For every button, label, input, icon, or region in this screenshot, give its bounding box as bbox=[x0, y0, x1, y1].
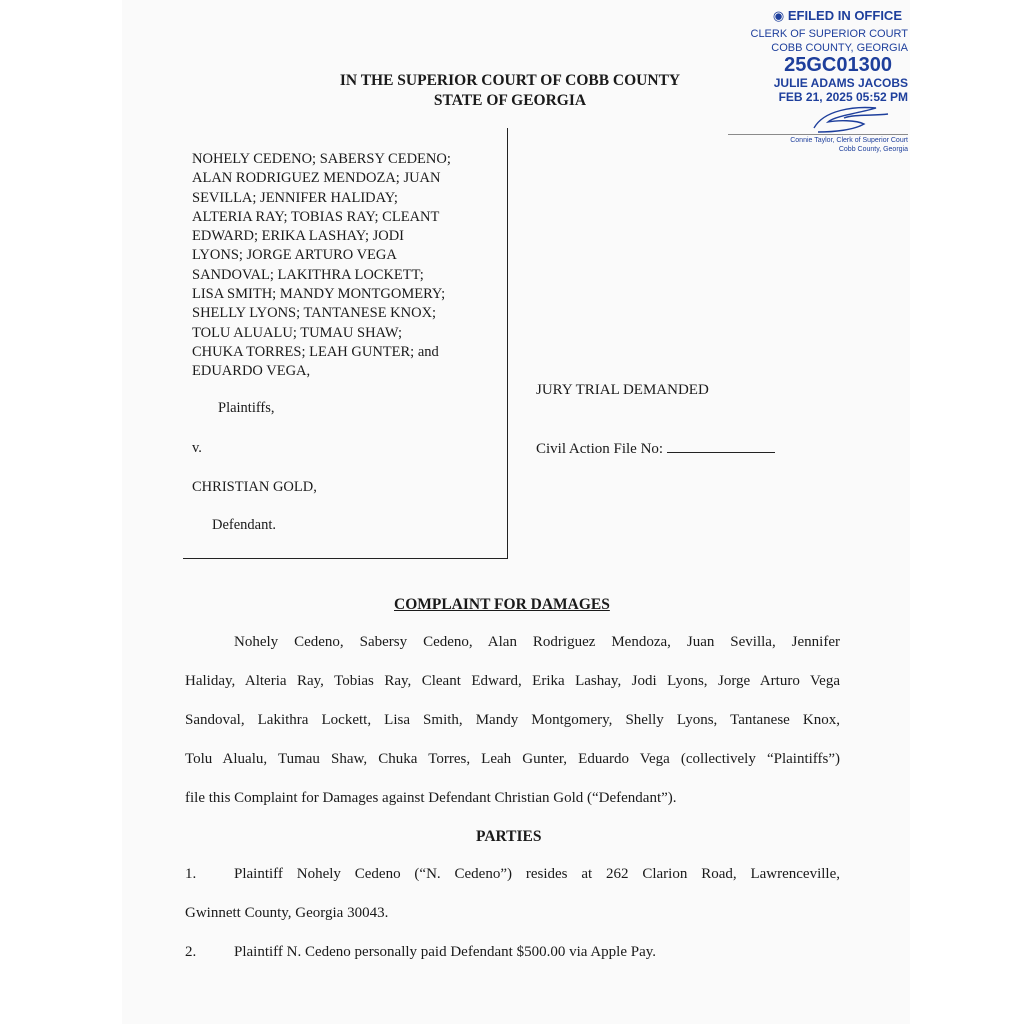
stamp-date: FEB 21, 2025 05:52 PM bbox=[778, 90, 908, 104]
stamp-county: COBB COUNTY, GEORGIA bbox=[771, 42, 908, 54]
civil-action-blank bbox=[667, 440, 775, 453]
stamp-signature-line bbox=[728, 134, 908, 135]
intro-line: file this Complaint for Damages against Defendant Christian Gold (“Defendant”). bbox=[185, 790, 677, 806]
stamp-clerk-office: CLERK OF SUPERIOR COURT bbox=[750, 28, 908, 40]
intro-line: Haliday, Alteria Ray, Tobias Ray, Cleant Edward, Erika Lashay, Jodi Lyons, Jorge Arturo Vega bbox=[185, 673, 840, 689]
plaintiff-line: ALAN RODRIGUEZ MENDOZA; JUAN bbox=[192, 170, 441, 187]
stamp-case-number: 25GC01300 bbox=[784, 54, 892, 76]
stamp-clerk-name: Connie Taylor, Clerk of Superior Court bbox=[790, 137, 908, 144]
defendant-name: CHRISTIAN GOLD, bbox=[192, 479, 317, 495]
plaintiff-line: EDWARD; ERIKA LASHAY; JODI bbox=[192, 228, 405, 245]
stamp-header bbox=[773, 8, 902, 24]
stamp-header-text: EFILED IN OFFICE bbox=[787, 8, 902, 23]
plaintiff-line: EDUARDO VEGA, bbox=[192, 363, 311, 380]
parties-heading: PARTIES bbox=[476, 828, 542, 845]
court-state: STATE OF GEORGIA bbox=[433, 92, 587, 109]
stamp-judge: JULIE ADAMS JACOBS bbox=[773, 76, 908, 90]
intro-line: Tolu Alualu, Tumau Shaw, Chuka Torres, Leah Gunter, Eduardo Vega (collectively “Plaintiffs”) bbox=[185, 751, 840, 767]
plaintiffs-label: Plaintiffs, bbox=[218, 400, 275, 416]
plaintiff-names bbox=[192, 150, 451, 382]
stamp-clerk-county: Cobb County, Georgia bbox=[838, 146, 908, 153]
paragraph-number: 2. bbox=[185, 944, 197, 960]
caption-vertical-rule bbox=[507, 128, 508, 559]
paragraph-text: Plaintiff N. Cedeno personally paid Defendant $500.00 via Apple Pay. bbox=[234, 944, 656, 960]
plaintiff-line: LISA SMITH; MANDY MONTGOMERY; bbox=[192, 286, 446, 303]
paragraph-text: Gwinnett County, Georgia 30043. bbox=[185, 905, 389, 921]
plaintiff-line: CHUKA TORRES; LEAH GUNTER; and bbox=[192, 343, 439, 360]
plaintiff-line: SANDOVAL; LAKITHRA LOCKETT; bbox=[192, 266, 424, 283]
civil-action-field bbox=[536, 440, 775, 458]
caption-horizontal-rule bbox=[183, 558, 508, 559]
plaintiff-line: TOLU ALUALU; TUMAU SHAW; bbox=[192, 324, 403, 341]
seal-icon: ◉ bbox=[772, 8, 785, 23]
versus-label: v. bbox=[192, 440, 202, 456]
court-name: IN THE SUPERIOR COURT OF COBB COUNTY bbox=[339, 72, 681, 89]
jury-demand: JURY TRIAL DEMANDED bbox=[536, 382, 709, 398]
efile-stamp bbox=[728, 4, 908, 154]
intro-line: Sandoval, Lakithra Lockett, Lisa Smith, Mandy Montgomery, Shelly Lyons, Tantanese Knox, bbox=[185, 712, 840, 728]
paragraph-number: 1. bbox=[185, 866, 197, 882]
plaintiff-line: LYONS; JORGE ARTURO VEGA bbox=[192, 247, 397, 264]
complaint-title: COMPLAINT FOR DAMAGES bbox=[394, 596, 610, 613]
plaintiff-line: SHELLY LYONS; TANTANESE KNOX; bbox=[192, 305, 437, 322]
civil-action-label: Civil Action File No: bbox=[536, 441, 664, 457]
plaintiff-line: SEVILLA; JENNIFER HALIDAY; bbox=[192, 189, 398, 206]
plaintiff-line: ALTERIA RAY; TOBIAS RAY; CLEANT bbox=[192, 208, 440, 225]
paragraph-text: Plaintiff Nohely Cedeno (“N. Cedeno”) resides at 262 Clarion Road, Lawrenceville, bbox=[234, 866, 840, 882]
defendant-label: Defendant. bbox=[212, 517, 277, 533]
clerk-signature-icon bbox=[804, 102, 894, 136]
intro-line: Nohely Cedeno, Sabersy Cedeno, Alan Rodriguez Mendoza, Juan Sevilla, Jennifer bbox=[234, 634, 840, 650]
plaintiff-line: NOHELY CEDENO; SABERSY CEDENO; bbox=[192, 151, 451, 167]
